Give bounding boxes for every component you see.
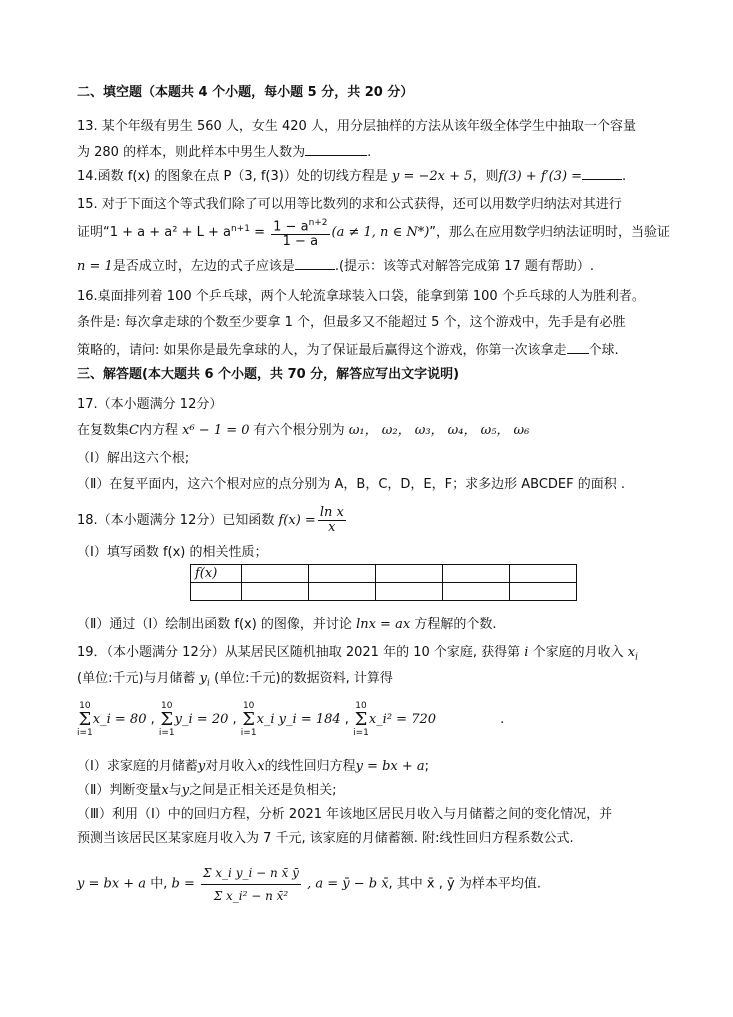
table-cell <box>443 565 510 583</box>
table-header-cell: f(x) <box>191 565 242 583</box>
q13-answer-blank <box>305 142 367 156</box>
q17-part2: （Ⅱ）在复平面内，这六个根对应的点分别为 A，B，C，D，E，F；求多边形 ABCDEF 的面积 . <box>77 477 626 492</box>
table-cell <box>242 583 309 601</box>
q18-part2: （Ⅱ）通过（Ⅰ）绘制出函数 f(x) 的图像，并讨论 lnx = ax 方程解的个数. <box>77 617 497 632</box>
q16-line3: 策略的，请问: 如果你是最先拿球的人，为了保证最后赢得这个游戏，你第一次该拿走 个球. <box>77 340 619 360</box>
q13-line2: 为 280 的样本，则此样本中男生人数为 . <box>77 142 371 162</box>
table-cell <box>309 565 376 583</box>
q17-part1: （Ⅰ）解出这六个根; <box>77 451 190 466</box>
q15-fraction: $\frac{1 - a^{n+2}}{1 - a}$ <box>273 218 328 250</box>
coefficient-b-fraction: $\frac{\text{Σ x\_i y\_i − n x̄ ȳ}}{\text{Σ x\_i² − n x̄²}}$ <box>201 862 301 907</box>
section-heading-fill-blank: 二、填空题（本题共 4 个小题，每小题 5 分，共 20 分） <box>77 85 414 100</box>
q16-line2: 条件是: 每次拿走球的个数至少要拿 1 个，但最多又不能超过 5 个，这个游戏中，先手是有必胜 <box>77 315 626 330</box>
q19-part1: （Ⅰ）求家庭的月储蓄y对月收入x的线性回归方程y = bx + a; <box>77 759 430 774</box>
q19-part3-cont: 预测当该居民区某家庭月收入为 7 千元, 该家庭的月储蓄额. 附:线性回归方程系数公式. <box>77 831 574 846</box>
table-cell <box>191 583 242 601</box>
table-cell <box>510 583 577 601</box>
q18-part1: （Ⅰ）填写函数 f(x) 的相关性质； <box>77 545 268 560</box>
q19-part3: （Ⅲ）利用（Ⅰ）中的回归方程，分析 2021 年该地区居民月收入与月储蓄之间的变化情况，并 <box>77 807 613 822</box>
q19-line2: (单位:千元)与月储蓄 $y_i$ (单位:千元)的数据资料, 计算得 <box>77 671 393 689</box>
section-heading-solutions: 三、解答题(本大题共 6 个小题，共 70 分，解答应写出文字说明) <box>77 367 460 382</box>
q15-line3: n = 1是否成立时，左边的式子应该是 .(提示：该等式对解答完成第 17 题有帮助）. <box>77 256 594 276</box>
q18-title: 18.（本小题满分 12分）已知函数 f(x) = $\frac{\text{ln x}}{x}$ <box>77 505 344 535</box>
q16-answer-blank <box>567 340 589 354</box>
q17-statement: 在复数集C内方程 x⁶ − 1 = 0 有六个根分别为 ω₁， ω₂， ω₃， ω₄， ω₅， ω₆ <box>77 423 530 438</box>
table-cell <box>376 565 443 583</box>
q17-title: 17.（本小题满分 12分） <box>77 397 223 412</box>
q15-answer-blank <box>295 256 335 270</box>
properties-table <box>190 564 577 601</box>
q19-sums: 10 Σ i=1x_i = 80 , 10 Σ i=1y_i = 20 , 10 Σ i=1x_i y_i = 184 , 10 Σ i=1x_i² = 720 . <box>77 700 505 738</box>
q19-line1: 19．（本小题满分 12分）从某居民区随机抽取 2021 年的 10 个家庭, 获得第 i 个家庭的月收入 $x_i$ <box>77 645 638 663</box>
table-cell <box>510 565 577 583</box>
sum-symbol: 10 Σ i=1 <box>158 700 175 738</box>
sum-symbol: 10 Σ i=1 <box>353 700 369 738</box>
q15-line1: 15. 对于下面这个等式我们除了可以用等比数列的求和公式获得，还可以用数学归纳法对其进行 <box>77 197 622 212</box>
q15-line2: 证明“$1 + a + a^2 + L + a^{n+1}$ = $\frac{1 - a^{n+2}}{1 - a}$ (a ≠ 1, n ∈ N*)”，那么在应用数学归纳法证明时，当验证 <box>77 218 671 250</box>
table-cell <box>309 583 376 601</box>
q13-line1: 13. 某个年级有男生 560 人，女生 420 人，用分层抽样的方法从该年级全体学生中抽取一个容量 <box>77 119 636 134</box>
table-cell <box>376 583 443 601</box>
q18-fraction: $\frac{\text{ln x}}{x}$ <box>319 505 344 535</box>
q19-part2: （Ⅱ）判断变量x与y之间是正相关还是负相关; <box>77 783 337 798</box>
regression-formula: y = bx + a 中, b = $\frac{\text{Σ x\_i y\_i − n x̄ ȳ}}{\text{Σ x\_i² − n x̄²}}$ , a = ȳ − b x̄, 其中 x̄ , ȳ 为样本平均值. <box>77 862 541 907</box>
table-cell <box>443 583 510 601</box>
q14-line: 14.函数 f(x) 的图象在点 P（3, f(3)）处的切线方程是 y = −2x + 5，则f(3) + f′(3) = . <box>77 166 626 186</box>
q16-line1: 16.桌面排列着 100 个乒乓球，两个人轮流拿球装入口袋，能拿到第 100 个乒乓球的人为胜利者。 <box>77 289 645 304</box>
q14-answer-blank <box>582 166 622 180</box>
sum-symbol: 10 Σ i=1 <box>240 700 257 738</box>
sum-symbol: 10 Σ i=1 <box>77 700 93 738</box>
table-cell <box>242 565 309 583</box>
